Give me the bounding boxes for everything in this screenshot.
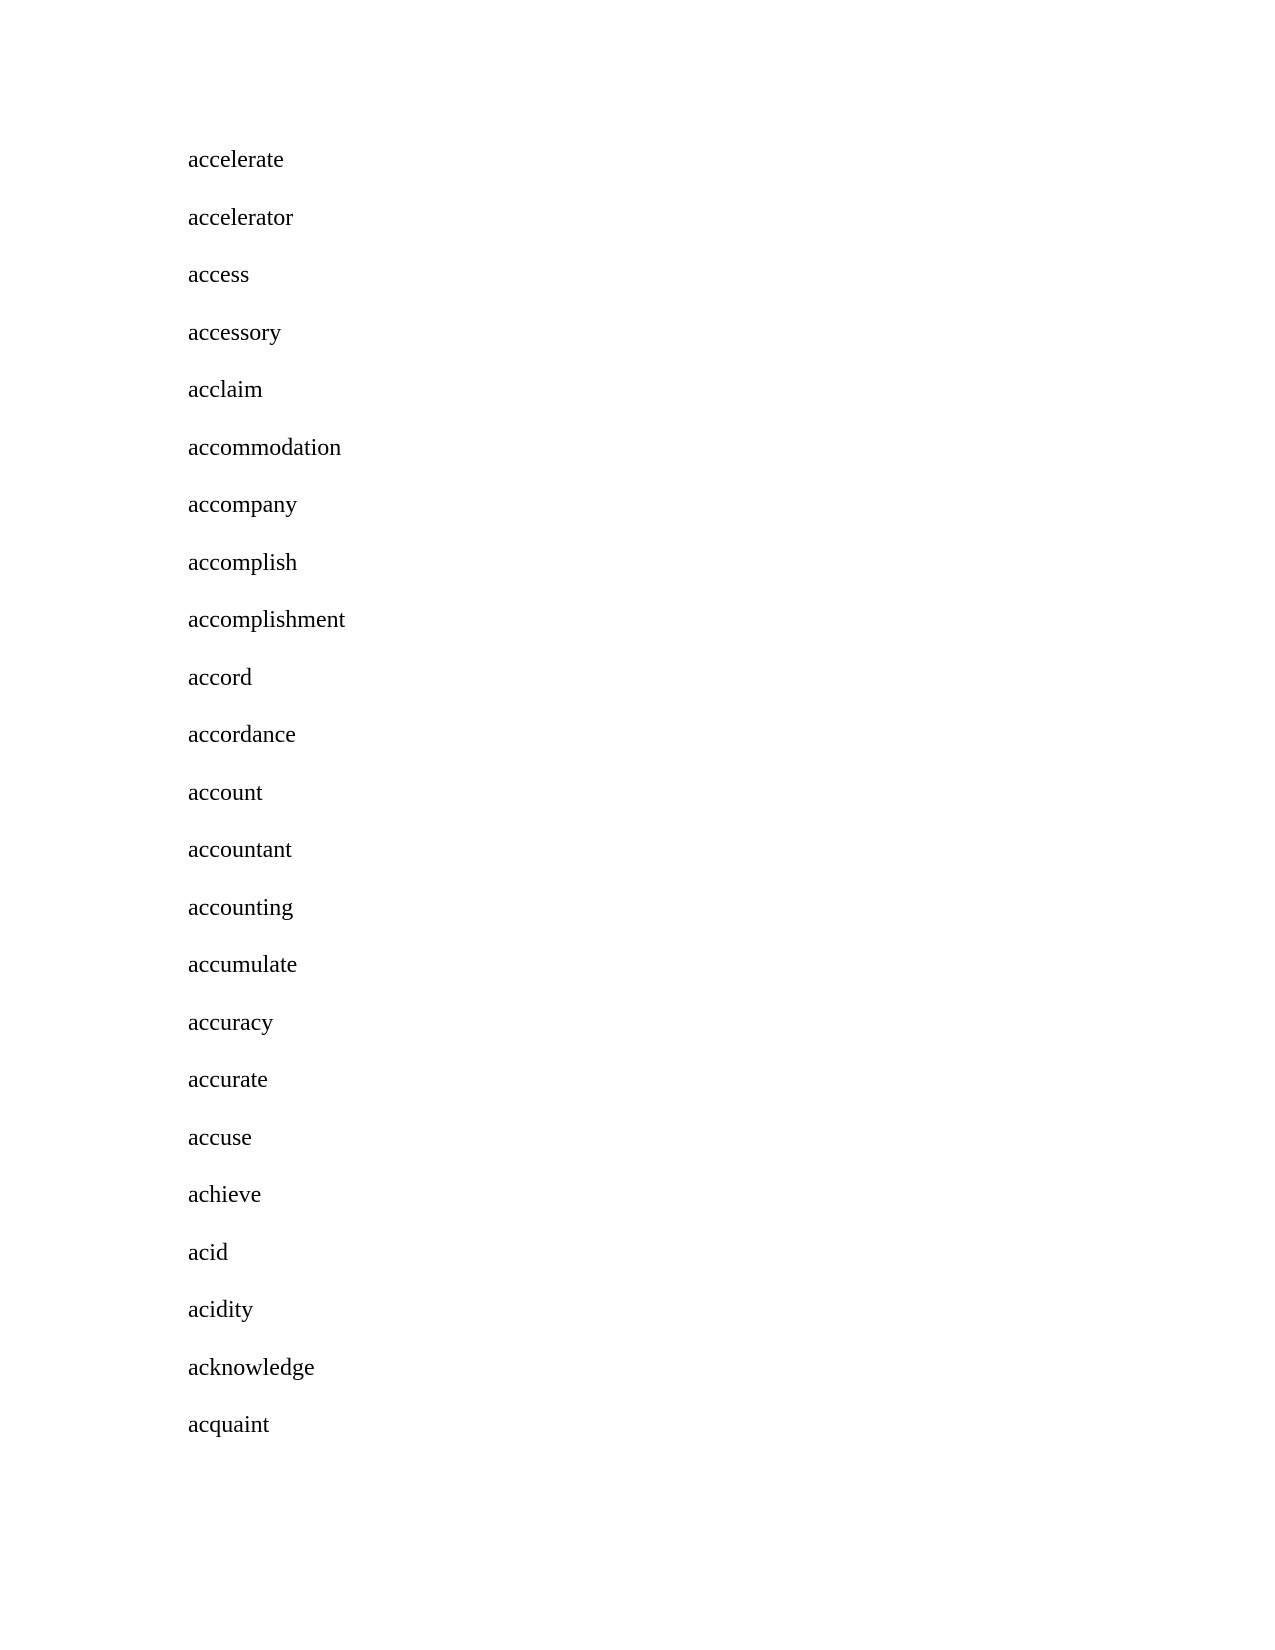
list-item: accuracy [188,1009,274,1036]
list-item: accord [188,664,252,691]
list-item: achieve [188,1182,262,1208]
list-item: accumulate [188,952,298,978]
list-item: acknowledge [188,1354,315,1381]
list-item: access [188,262,250,288]
list-item: accomplishment [188,607,346,633]
list-item: acclaim [188,377,263,403]
list-item: acquaint [188,1412,270,1438]
word-list [188,148,345,1471]
list-item: accelerate [188,147,284,173]
list-item: accounting [188,894,294,921]
list-item: accountant [188,837,292,863]
list-item: accelerator [188,204,294,231]
list-item: accessory [188,319,282,346]
list-item: accompany [188,492,298,518]
list-item: accordance [188,722,296,748]
list-item: acidity [188,1297,254,1323]
list-item: account [188,779,263,806]
list-item: accuse [188,1124,252,1151]
list-item: accommodation [188,434,342,461]
list-item: accurate [188,1067,268,1093]
list-item: acid [188,1239,228,1266]
list-item: accomplish [188,549,298,576]
